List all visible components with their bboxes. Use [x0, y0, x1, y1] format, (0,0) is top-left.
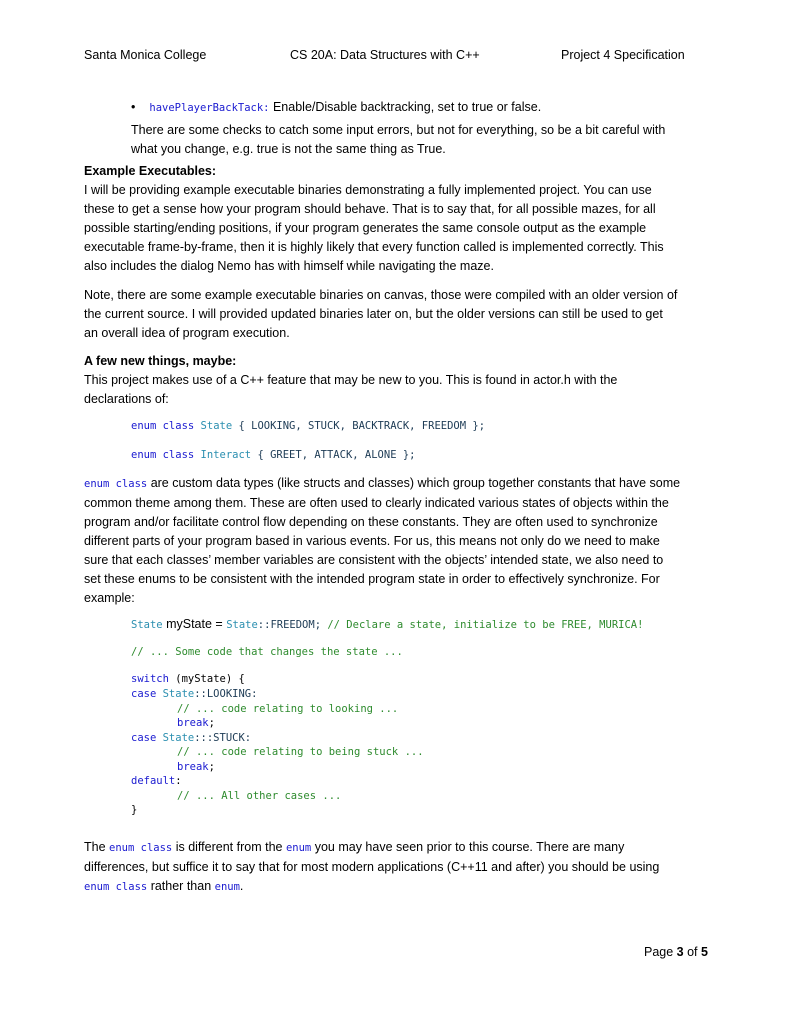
text-run: is different from the: [172, 840, 286, 854]
code-comment: // ... code relating to being stuck ...: [177, 746, 424, 758]
text-line: executable frame-by-frame, then it is highly likely that every function called is implemented correctly. This: [84, 240, 664, 254]
code-body: { GREET, ATTACK, ALONE };: [251, 449, 416, 461]
text-line: set these enums to be consistent with the intended program state in order to effectively synchronize. For: [84, 572, 660, 586]
code-line: [177, 702, 398, 716]
code-body: (myState) {: [168, 673, 245, 685]
code-line: [131, 731, 251, 745]
text-line: also includes the dialog Nemo has with himself while navigating the maze.: [84, 259, 494, 273]
code-comment: // ... Some code that changes the state ...: [131, 646, 403, 658]
code-comment: // ... All other cases ...: [177, 790, 342, 802]
code-type: State: [162, 732, 195, 744]
text-line: [84, 877, 706, 897]
text-line: sure that each classes’ member variables are consistent with the objects’ intended state, we also need to: [84, 553, 664, 567]
text-line: There are some checks to catch some input errors, but not for everything, so be a bit careful with: [131, 123, 666, 137]
enum-state-decl: [131, 419, 485, 433]
code-body: :::STUCK:: [194, 732, 252, 744]
text-line: an overall idea of program execution.: [84, 326, 290, 340]
header-doc-title: Project 4 Specification: [561, 48, 685, 62]
code-line: [177, 716, 215, 730]
code-line: [177, 760, 215, 774]
closing-paragraph: [84, 838, 706, 897]
text-run: you may have seen prior to this course. There are many: [311, 840, 625, 854]
bullet-text: Enable/Disable backtracking, set to true or false.: [269, 100, 542, 114]
page-of: of: [683, 945, 701, 959]
code-line: [131, 617, 643, 632]
code-body: :: [175, 775, 182, 787]
text-line: common theme among them. These are often used to clearly indicated various states of objects within the: [84, 496, 669, 510]
code-comment: // Declare a state, initialize to be FREE, MURICA!: [327, 619, 644, 631]
text-line: [84, 474, 706, 494]
inline-code: enum: [214, 881, 240, 893]
code-line: [131, 774, 182, 788]
section-heading: A few new things, maybe:: [84, 354, 237, 368]
inline-code: enum: [285, 842, 312, 854]
text-line: example:: [84, 591, 135, 605]
code-keyword: switch: [131, 673, 169, 685]
code-line: [131, 687, 257, 701]
section-heading: Example Executables:: [84, 164, 217, 178]
text-run: .: [239, 879, 244, 893]
code-line: [177, 789, 341, 803]
code-line: [131, 672, 245, 686]
text-line: possible starting/ending positions, if your program generates the same console output as the example: [84, 221, 647, 235]
bullet-item: [131, 98, 541, 118]
new-things-section: [84, 352, 706, 409]
text-line: these to get a sense how your program should behave. That is to say that, for all possible mazes, for all: [84, 202, 656, 216]
code-body: { LOOKING, STUCK, BACKTRACK, FREEDOM };: [232, 420, 486, 432]
text-line: what you change, e.g. true is not the same thing as True.: [131, 142, 446, 156]
header-course: CS 20A: Data Structures with C++: [290, 48, 480, 62]
code-keyword: break: [177, 761, 209, 773]
code-body: }: [131, 804, 138, 816]
bullet-note: [131, 121, 711, 159]
enum-interact-decl: [131, 448, 416, 462]
code-body: ;: [208, 761, 215, 773]
text-line: This project makes use of a C++ feature that may be new to you. This is found in actor.h with the: [84, 373, 618, 387]
page-label: Page: [644, 945, 677, 959]
inline-code: enum class: [84, 881, 148, 893]
page-number: [644, 943, 708, 962]
examples-section: [84, 162, 706, 276]
enum-explanation: [84, 474, 706, 608]
inline-code: enum class: [84, 478, 148, 490]
text-line: Note, there are some example executable binaries on canvas, those were compiled with an older version of: [84, 288, 678, 302]
code-type: Interact: [200, 449, 252, 461]
page-total: 5: [701, 945, 708, 959]
code-body: ;: [208, 717, 215, 729]
code-type: State: [200, 420, 233, 432]
inline-code: enum class: [109, 842, 173, 854]
bullet-glyph: •: [131, 100, 136, 114]
text-run: The: [84, 840, 110, 854]
code-keyword: case: [131, 688, 163, 700]
text-line: differences, but suffice it to say that for most modern applications (C++11 and after) you should be using: [84, 860, 660, 874]
code-type: State: [226, 619, 258, 631]
code-body: ::FREEDOM;: [257, 619, 328, 631]
code-body: ::LOOKING:: [194, 688, 258, 700]
code-keyword: enum class: [131, 449, 195, 461]
code-keyword: enum class: [131, 420, 195, 432]
code-line: [131, 645, 403, 659]
text-line: the current source. I will provided updated binaries later on, but the older versions can still be used to get: [84, 307, 663, 321]
code-keyword: default: [131, 775, 176, 787]
header-college: Santa Monica College: [84, 48, 207, 62]
code-keyword: break: [177, 717, 209, 729]
code-comment: // ... code relating to looking ...: [177, 703, 399, 715]
examples-note: [84, 286, 706, 343]
code-type: State: [131, 619, 163, 631]
text-run: rather than: [147, 879, 215, 893]
text-line: program and/or facilitate control flow depending on these constants. They are often used to synchronize: [84, 515, 658, 529]
code-type: State: [162, 688, 195, 700]
text-run: are custom data types (like structs and classes) which group together constants that have some: [147, 476, 681, 490]
code-var: myState =: [162, 617, 227, 631]
code-keyword: case: [131, 732, 163, 744]
code-line: [177, 745, 424, 759]
text-line: I will be providing example executable binaries demonstrating a fully implemented project. You can use: [84, 183, 652, 197]
text-line: [84, 838, 706, 858]
text-line: declarations of:: [84, 392, 169, 406]
code-line: [131, 803, 137, 817]
bullet-code: havePlayerBackTack:: [149, 102, 270, 114]
text-line: different parts of your program based in various events. For us, this means not only do we need to make: [84, 534, 660, 548]
page-current: 3: [676, 945, 684, 959]
